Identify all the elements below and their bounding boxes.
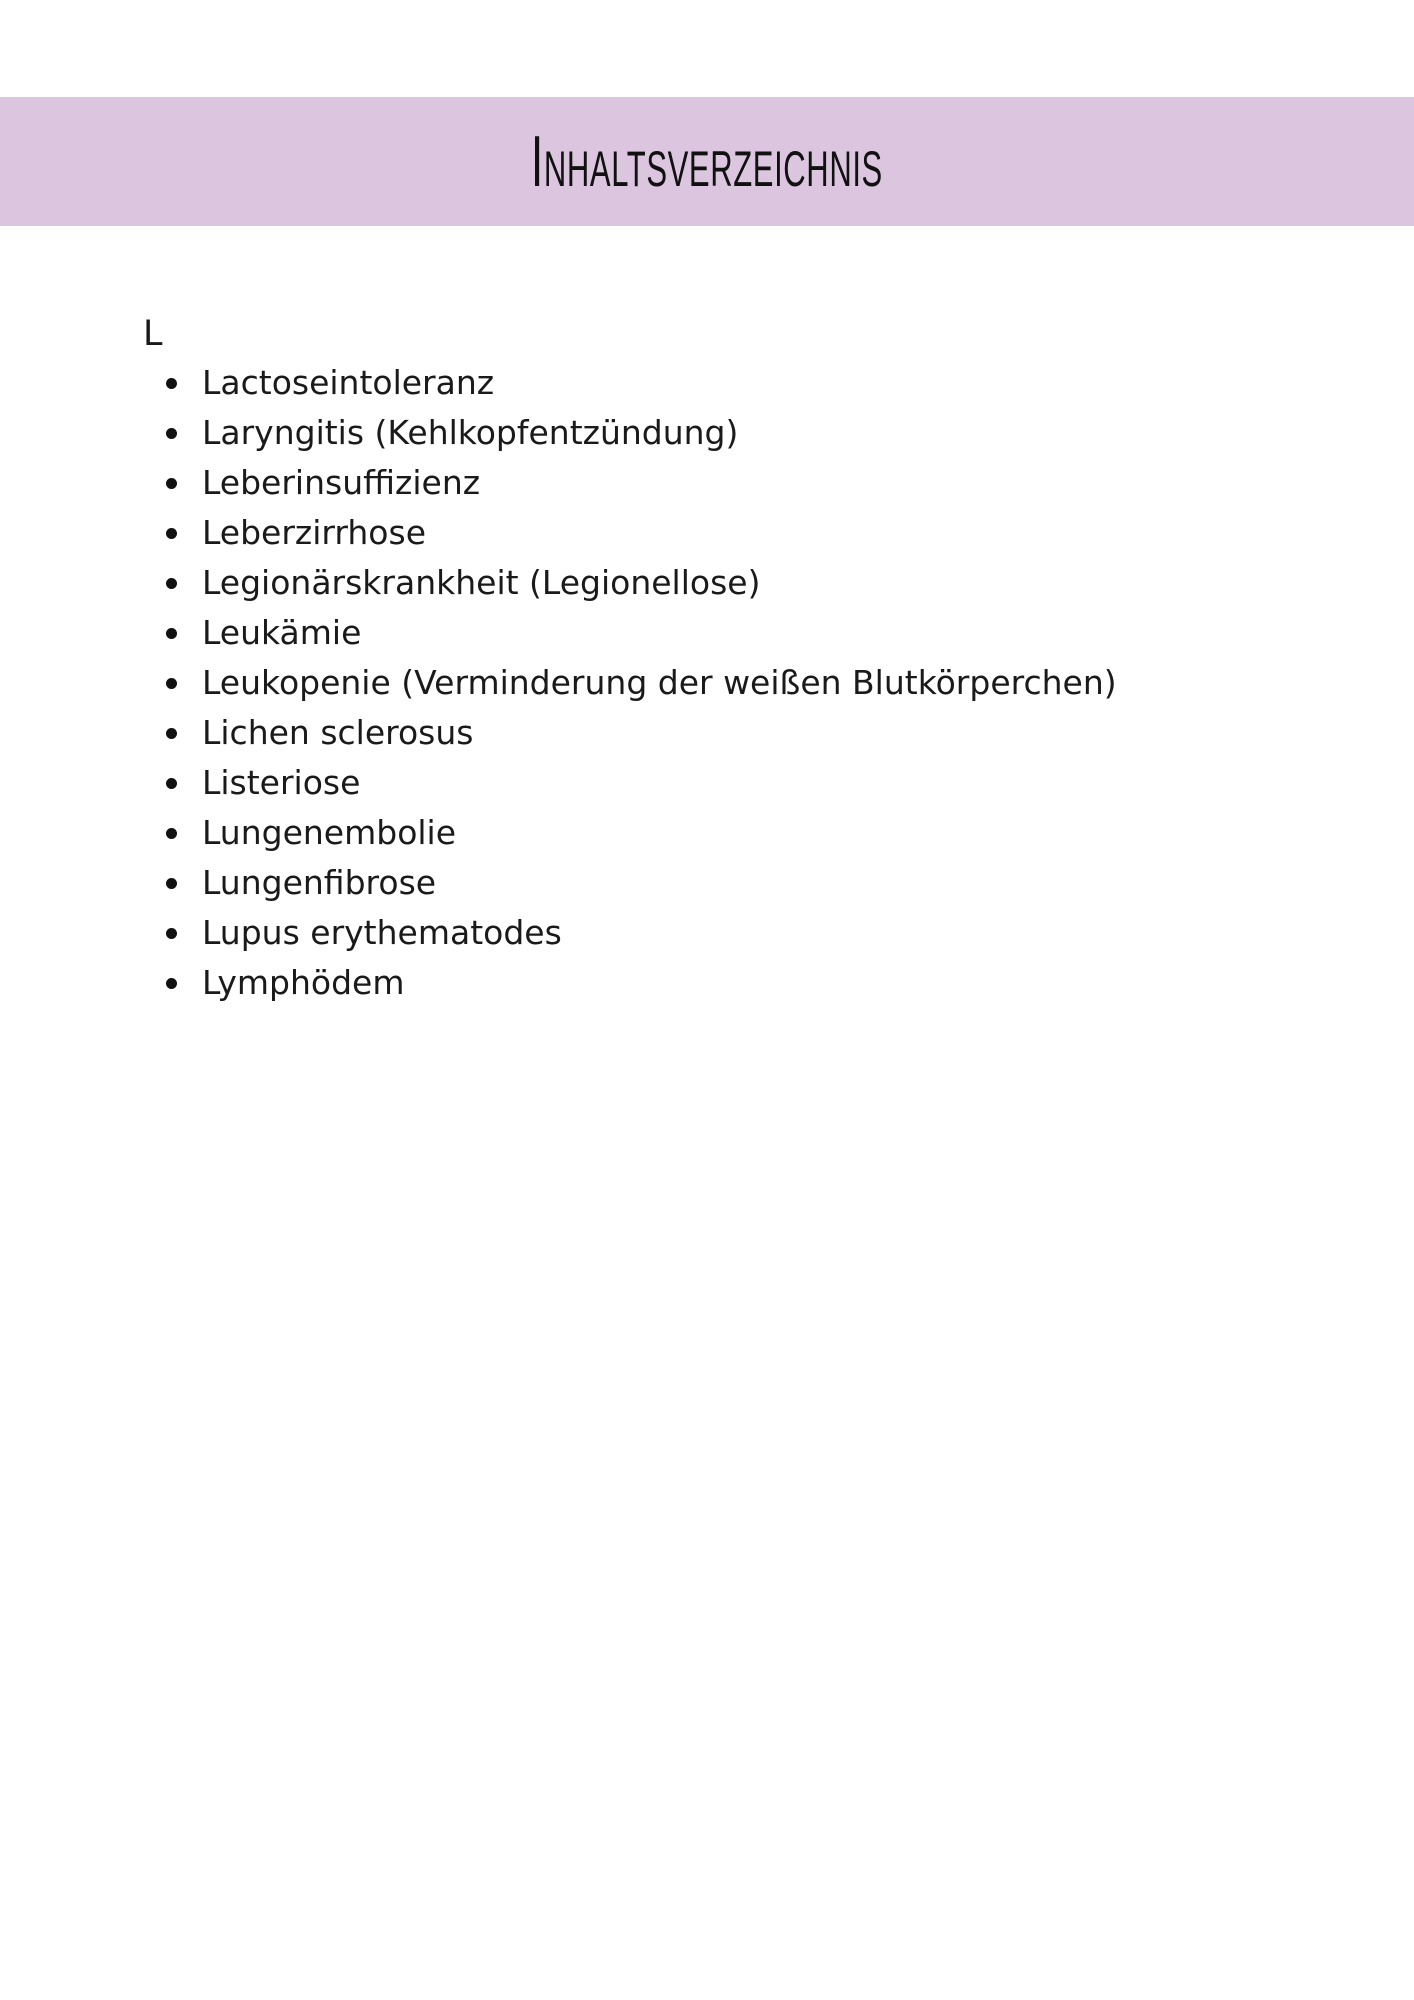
- entry-label: Lungenembolie: [202, 813, 457, 852]
- list-item: [143, 858, 1293, 908]
- list-item: [143, 808, 1293, 858]
- index-section: [143, 310, 1293, 1008]
- bullet-icon: [166, 528, 177, 539]
- entry-label: Leberinsuffizienz: [202, 463, 481, 502]
- section-letter: L: [143, 314, 163, 354]
- bullet-icon: [166, 728, 177, 739]
- bullet-icon: [166, 578, 177, 589]
- bullet-icon: [166, 678, 177, 689]
- entry-label: Lactoseintoleranz: [202, 363, 495, 402]
- bullet-icon: [166, 978, 177, 989]
- list-item: [143, 508, 1293, 558]
- entry-label: Lupus erythematodes: [202, 913, 562, 952]
- list-item: [143, 458, 1293, 508]
- header-band: [0, 97, 1414, 226]
- entry-label: Lichen sclerosus: [202, 713, 474, 752]
- list-item: [143, 708, 1293, 758]
- entry-label: Leukopenie (Verminderung der weißen Blutkörperchen): [202, 663, 1117, 702]
- entry-label: Laryngitis (Kehlkopfentzündung): [202, 413, 739, 452]
- list-item: [143, 558, 1293, 608]
- page-title: Inhaltsverzeichnis: [531, 121, 883, 202]
- entry-label: Leberzirrhose: [202, 513, 426, 552]
- entry-label: Listeriose: [202, 763, 361, 802]
- bullet-icon: [166, 878, 177, 889]
- list-item: [143, 958, 1293, 1008]
- bullet-icon: [166, 928, 177, 939]
- list-item: [143, 608, 1293, 658]
- bullet-icon: [166, 478, 177, 489]
- bullet-icon: [166, 828, 177, 839]
- list-item: [143, 358, 1293, 408]
- list-item: [143, 758, 1293, 808]
- list-item: [143, 658, 1293, 708]
- bullet-icon: [166, 778, 177, 789]
- bullet-icon: [166, 428, 177, 439]
- entry-label: Leukämie: [202, 613, 362, 652]
- entry-label: Lymphödem: [202, 963, 405, 1002]
- list-item: [143, 908, 1293, 958]
- list-item: [143, 408, 1293, 458]
- entry-label: Legionärskrankheit (Legionellose): [202, 563, 761, 602]
- bullet-icon: [166, 378, 177, 389]
- bullet-icon: [166, 628, 177, 639]
- entry-list: [143, 358, 1293, 1008]
- entry-label: Lungenfibrose: [202, 863, 437, 902]
